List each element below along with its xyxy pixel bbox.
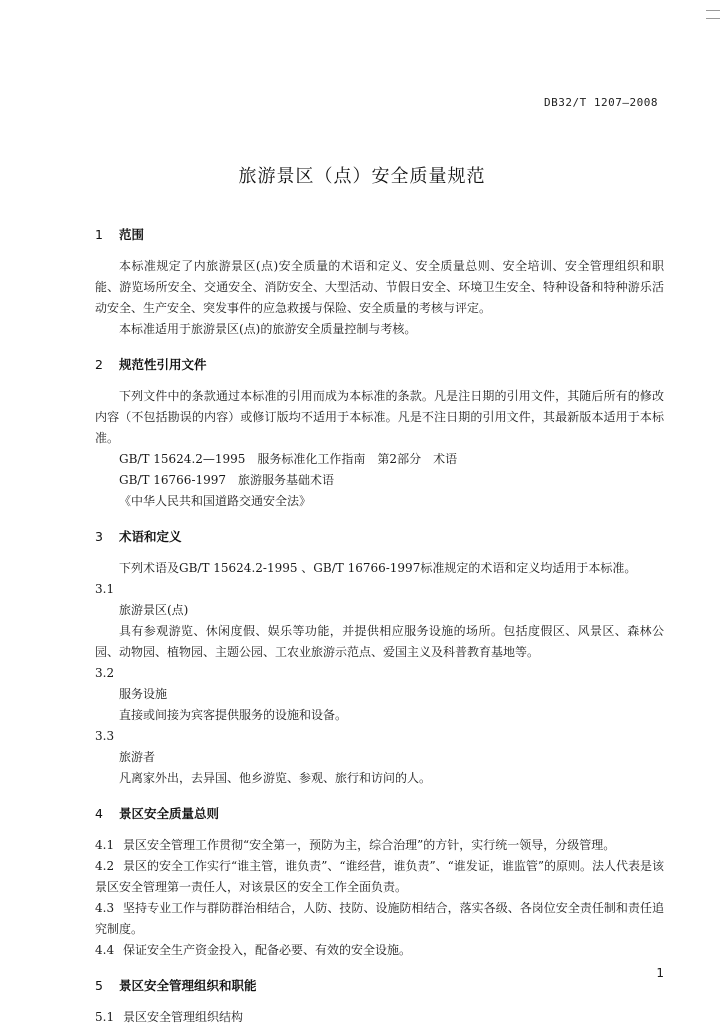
clause-text: 景区的安全工作实行“谁主管，谁负责”、“谁经营，谁负责”、“谁发证，谁监管”的原则。法人代表是该景区安全管理第一责任人，对该景区的安全工作全面负责。	[95, 859, 664, 894]
term-name: 旅游者	[119, 750, 156, 764]
term-definition: 凡离家外出，去异国、他乡游览、参观、旅行和访问的人。	[119, 771, 432, 785]
section-title: 规范性引用文件	[119, 357, 207, 372]
clause	[95, 898, 664, 940]
paragraph: 下列文件中的条款通过本标准的引用而成为本标准的条款。凡是注日期的引用文件，其随后所有的修改内容（不包括勘误的内容）或修订版均不适用于本标准。凡是不注日期的引用文件，其最新版本适用于本标准。	[95, 389, 664, 445]
section-number: 3	[95, 529, 103, 544]
page-number: 1	[656, 966, 664, 980]
clause-text: 保证安全生产资金投入，配备必要、有效的安全设施。	[123, 943, 412, 957]
clause	[95, 835, 664, 856]
section-number: 1	[95, 227, 103, 242]
term-name: 服务设施	[119, 687, 168, 701]
section-heading	[95, 354, 664, 376]
section-heading	[95, 975, 664, 997]
section-5	[95, 975, 664, 1028]
section-title: 景区安全管理组织和职能	[119, 978, 257, 993]
section-1	[95, 224, 664, 340]
clause	[95, 856, 664, 898]
clause-number: 4.2	[95, 859, 115, 873]
section-3	[95, 526, 664, 789]
subsection-number: 5.1	[95, 1010, 115, 1024]
clause-number: 4.4	[95, 943, 115, 957]
reference-item: 《中华人民共和国道路交通安全法》	[119, 494, 312, 508]
section-heading	[95, 224, 664, 246]
reference-item: GB/T 15624.2—1995 服务标准化工作指南 第2部分 术语	[119, 452, 458, 466]
standard-code: DB32/T 1207—2008	[544, 96, 658, 109]
section-2	[95, 354, 664, 512]
clause	[95, 940, 664, 961]
subsection	[95, 1007, 664, 1028]
clause-text: 坚持专业工作与群防群治相结合，人防、技防、设施防相结合，落实各级、各岗位安全责任制和责任追究制度。	[95, 901, 664, 936]
reference-item: GB/T 16766-1997 旅游服务基础术语	[119, 473, 335, 487]
section-title: 景区安全质量总则	[119, 806, 220, 821]
paragraph: 本标准适用于旅游景区(点)的旅游安全质量控制与考核。	[119, 322, 417, 336]
document-body	[95, 224, 664, 1028]
clause-text: 景区安全管理工作贯彻“安全第一，预防为主，综合治理”的方针，实行统一领导，分级管理。	[123, 838, 616, 852]
scan-corner-mark	[706, 6, 720, 20]
term-number: 3.3	[95, 729, 115, 743]
term-number: 3.1	[95, 582, 115, 596]
section-number: 2	[95, 357, 103, 372]
term-number: 3.2	[95, 666, 115, 680]
section-4	[95, 803, 664, 961]
section-number: 4	[95, 806, 103, 821]
clause-number: 4.3	[95, 901, 115, 915]
term-definition: 直接或间接为宾客提供服务的设施和设备。	[119, 708, 348, 722]
term-name: 旅游景区(点)	[119, 603, 189, 617]
section-heading	[95, 526, 664, 548]
section-heading	[95, 803, 664, 825]
term-definition: 具有参观游览、休闲度假、娱乐等功能，并提供相应服务设施的场所。包括度假区、风景区、森林公园、动物园、植物园、主题公园、工农业旅游示范点、爱国主义及科普教育基地等。	[95, 624, 664, 659]
section-title: 术语和定义	[119, 529, 182, 544]
subsection-title: 景区安全管理组织结构	[123, 1010, 244, 1024]
document-title: 旅游景区（点）安全质量规范	[238, 166, 486, 187]
section-title: 范围	[119, 227, 145, 242]
section-number: 5	[95, 978, 103, 993]
paragraph: 下列术语及GB/T 15624.2-1995 、GB/T 16766-1997标准规定的术语和定义均适用于本标准。	[119, 561, 637, 575]
clause-number: 4.1	[95, 838, 115, 852]
paragraph: 本标准规定了内旅游景区(点)安全质量的术语和定义、安全质量总则、安全培训、安全管理组织和职能、游览场所安全、交通安全、消防安全、大型活动、节假日安全、环境卫生安全、特种设备和特种游乐活动安全、生产安全、突发事件的应急救援与保险、安全质量的考核与评定。	[95, 259, 664, 315]
